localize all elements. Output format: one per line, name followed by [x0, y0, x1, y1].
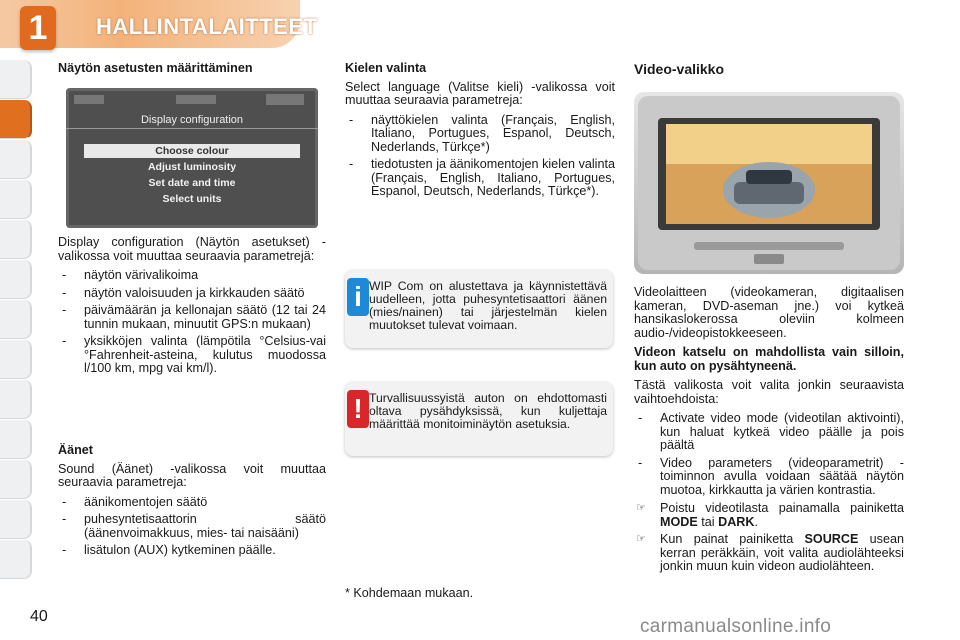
- paragraph: Select language (Valitse kieli) -valikossa voit muuttaa seuraavia parametreja:: [345, 79, 615, 107]
- list-item: - näytön värivalikoima: [58, 269, 326, 283]
- section-heading: Kielen valinta: [345, 61, 427, 75]
- right-column-body: [634, 286, 904, 578]
- chapter-badge: 1: [20, 6, 56, 50]
- side-tab[interactable]: [0, 60, 32, 99]
- side-tab[interactable]: [0, 300, 32, 339]
- bullet-list: [58, 269, 326, 376]
- list-item: - näytön valoisuuden ja kirkkauden säätö: [58, 287, 326, 301]
- paragraph: Display configuration (Näytön asetukset) -valikossa voit muuttaa seuraavia parametrejä:: [58, 235, 326, 263]
- info-note-box: [345, 270, 613, 348]
- bullet-list: [345, 114, 615, 199]
- dashboard-screen-illustration: [634, 92, 904, 274]
- text-segment: Kun painat painiketta: [660, 532, 805, 546]
- page-number: 40: [30, 608, 48, 625]
- list-item: - yksikköjen valinta (lämpötila °Celsius-vai °Fahrenheit-asteina, kulutus muodossa l/100 km, mpg vai km/l).: [58, 335, 326, 376]
- side-tab[interactable]: [0, 380, 32, 419]
- side-tab[interactable]: [0, 540, 32, 579]
- side-tab[interactable]: [0, 460, 32, 499]
- paragraph: Sound (Äänet) -valikossa voit muuttaa seuraavia parametreja:: [58, 461, 326, 489]
- screen-menu-item: Set date and time: [148, 177, 236, 189]
- arrow-list: [634, 502, 904, 574]
- dark-button-label: DARK: [718, 514, 755, 529]
- side-tabs: [0, 60, 34, 580]
- list-item: - päivämäärän ja kellonajan säätö (12 tai 24 tunnin mukaan, minuutit GPS:n mukaan): [58, 304, 326, 331]
- screen-menu-item: Choose colour: [84, 144, 300, 158]
- paragraph: Tästä valikosta voit valita jonkin seuraavista vaihtoehdoista:: [634, 378, 904, 406]
- source-button-label: SOURCE: [804, 532, 859, 546]
- screen-title: Display configuration: [66, 114, 318, 129]
- footnote: * Kohdemaan mukaan.: [345, 586, 474, 600]
- display-config-screen-image: [66, 88, 318, 228]
- text-segment: Poistu videotilasta painamalla painiketta: [660, 501, 904, 515]
- section-heading: Video-valikko: [634, 61, 725, 77]
- bullet-list: [634, 412, 904, 497]
- side-tab[interactable]: [0, 180, 32, 219]
- page-title: HALLINTALAITTEET: [96, 14, 318, 39]
- left-column: [58, 62, 326, 81]
- section-heading: Äänet: [58, 443, 93, 457]
- text-segment: tai: [697, 514, 719, 529]
- screen-menu-item: Adjust luminosity: [147, 161, 237, 173]
- list-item: - näyttökielen valinta (Français, English, Italiano, Portugues, Espanol, Deutsch, Nederlands, Türkçe*): [345, 114, 615, 155]
- list-item: - tiedotusten ja äänikomentojen kielen valinta (Français, English, Italiano, Portugues, Espanol, Deutsch, Nederlands, Türkçe*).: [345, 158, 615, 199]
- list-item: [634, 502, 904, 529]
- middle-column: [345, 62, 615, 204]
- list-item: - äänikomentojen säätö: [58, 496, 326, 510]
- text-segment: .: [754, 514, 758, 529]
- list-item: - lisätulon (AUX) kytkeminen päälle.: [58, 544, 326, 558]
- left-column-body: [58, 236, 326, 381]
- header-bar: [0, 0, 960, 52]
- side-tab[interactable]: [0, 220, 32, 259]
- warning-note-text: Turvallisuussyistä auton on ehdottomasti oltava pysähdyksissä, kun kuljettaja määrittää monitoiminäytön asetuksia.: [369, 391, 607, 431]
- video-screen-image: [634, 92, 904, 274]
- list-item: - Video parameters (videoparametrit) -toiminnon avulla voidaan säätää näytön muotoa, kirkkautta ja värien kontrastia.: [634, 457, 904, 498]
- sound-section: [58, 444, 326, 563]
- side-tab-active[interactable]: [0, 100, 32, 139]
- warning-icon: !: [347, 390, 369, 428]
- list-item: - Activate video mode (videotilan aktivointi), kun haluat kytkeä video päälle ja pois päältä: [634, 412, 904, 453]
- section-heading: Näytön asetusten määrittäminen: [58, 61, 253, 75]
- bullet-list: [58, 496, 326, 558]
- side-tab[interactable]: [0, 260, 32, 299]
- mode-button-label: MODE: [660, 514, 698, 529]
- screen-status-icons: [66, 88, 318, 112]
- watermark: carmanualsonline.info: [640, 616, 832, 637]
- list-item: - puhesyntetisaattorin säätö (äänenvoimakkuus, mies- tai naisääni): [58, 513, 326, 540]
- info-icon: i: [347, 278, 369, 316]
- text-segment: usean kerran peräkkäin, voit valita audiolähteeksi jonkin muun kuin videon audiolähteen.: [660, 532, 904, 573]
- side-tab[interactable]: [0, 340, 32, 379]
- side-tab[interactable]: [0, 500, 32, 539]
- side-tab[interactable]: [0, 420, 32, 459]
- screen-menu-item: Select units: [162, 193, 222, 205]
- side-tab[interactable]: [0, 140, 32, 179]
- info-note-text: WIP Com on alustettava ja käynnistettävä uudelleen, jotta puhesyntetisaattori äänen (mies/nainen) tai järjestelmän kielen muutokset tulevat voimaan.: [369, 279, 607, 332]
- list-item: [634, 533, 904, 574]
- warning-note-box: [345, 382, 613, 456]
- paragraph: Videolaitteen (videokameran, digitaalisen kameran, DVD-aseman jne.) voi kytkeä hansikaslokerossa oleviin kolmeen audio-/videopistokkeeseen.: [634, 285, 904, 340]
- screen-status-bar: [66, 88, 318, 112]
- right-column-title: [634, 63, 904, 77]
- paragraph-bold: Videon katselu on mahdollista vain silloin, kun auto on pysähtyneenä.: [634, 345, 904, 373]
